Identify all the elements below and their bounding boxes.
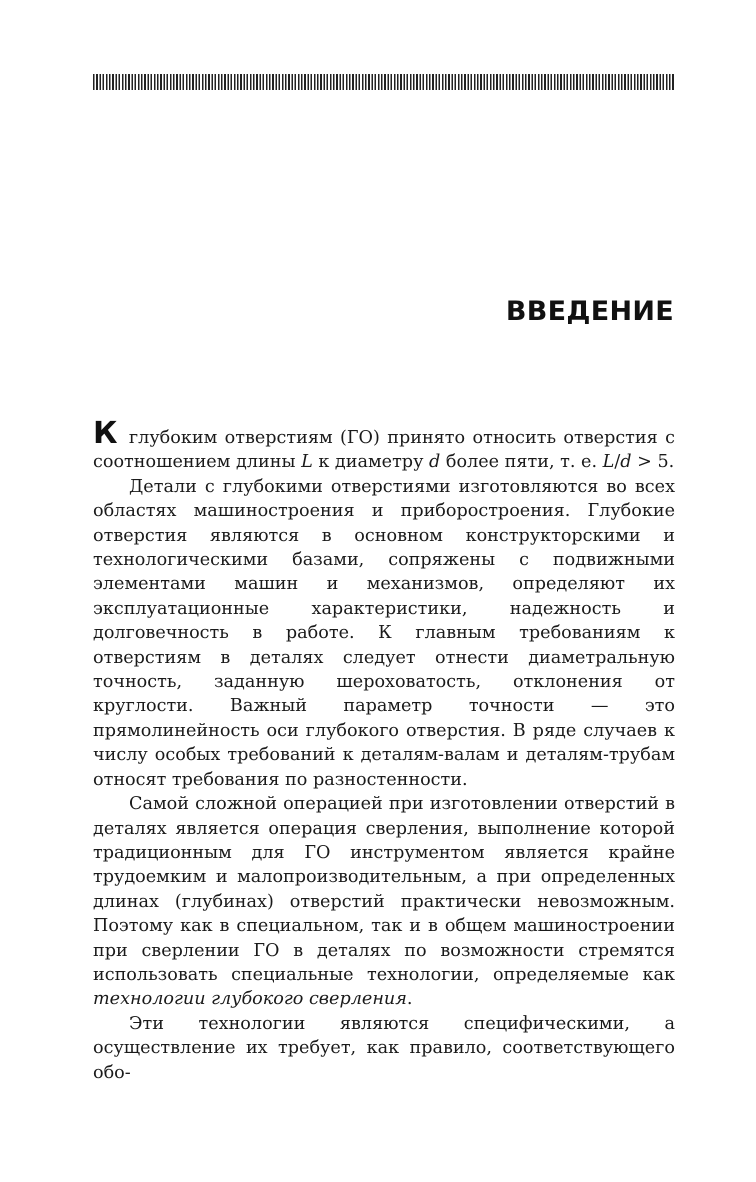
paragraph-2: Детали с глубокими отверстиями изготовляются во всех областях машиностроения и приборостроения. Глубокие отверстия являются в основном конструкторскими и технологическими базами, сопряжены с подвижными элементами машин и механизмов, определяют их эксплуатационные характеристики, надежность и долговечность в работе. К главным требованиям к отверстиям в деталях следует отнести диаметральную точность, заданную шероховатость, отклонения от круглости. Важный параметр точности — это прямолинейность оси глубокого отверстия. В ряде случаев к числу особых требований к деталям-валам и деталям-трубам относят требования по разностенности. bbox=[93, 476, 675, 790]
formula-d: d bbox=[620, 452, 632, 473]
paragraph-1 bbox=[93, 416, 675, 475]
header-rule bbox=[93, 74, 675, 90]
drop-initial: К bbox=[93, 416, 118, 451]
chapter-title: ВВЕДЕНИЕ bbox=[505, 296, 674, 327]
p1-text-4: > 5. bbox=[631, 452, 675, 473]
p1-text-1: глубоким отверстиям (ГО) принято относить отверстия с соотношением длины bbox=[93, 428, 675, 473]
var-L: L bbox=[301, 452, 313, 473]
p3-text: Самой сложной операцией при изготовлении отверстий в деталях является операция сверления, выполнение которой традиционным для ГО инструментом является крайне трудоемким и малопроизводительным, а при определенных длинах (глубинах) отверстий практически невозможным. Поэтому как в специальном, так и в общем машиностроении при сверлении ГО в деталях по возможности стремятся использовать специальные технологии, определяемые как bbox=[93, 794, 675, 985]
p3-end: . bbox=[406, 989, 413, 1010]
paragraph-3 bbox=[93, 792, 675, 1012]
body-text bbox=[93, 416, 675, 1085]
formula-slash: / bbox=[614, 452, 621, 473]
p1-text-2: к диаметру bbox=[312, 452, 430, 473]
p3-emphasis: технологии глубокого сверления bbox=[93, 989, 407, 1010]
paragraph-4: Эти технологии являются специфическими, а осуществление их требует, как правило, соответствующего обо- bbox=[93, 1013, 675, 1083]
formula-L: L bbox=[602, 452, 615, 473]
p1-text-3: более пяти, т. е. bbox=[440, 452, 603, 473]
var-d: d bbox=[429, 452, 441, 473]
